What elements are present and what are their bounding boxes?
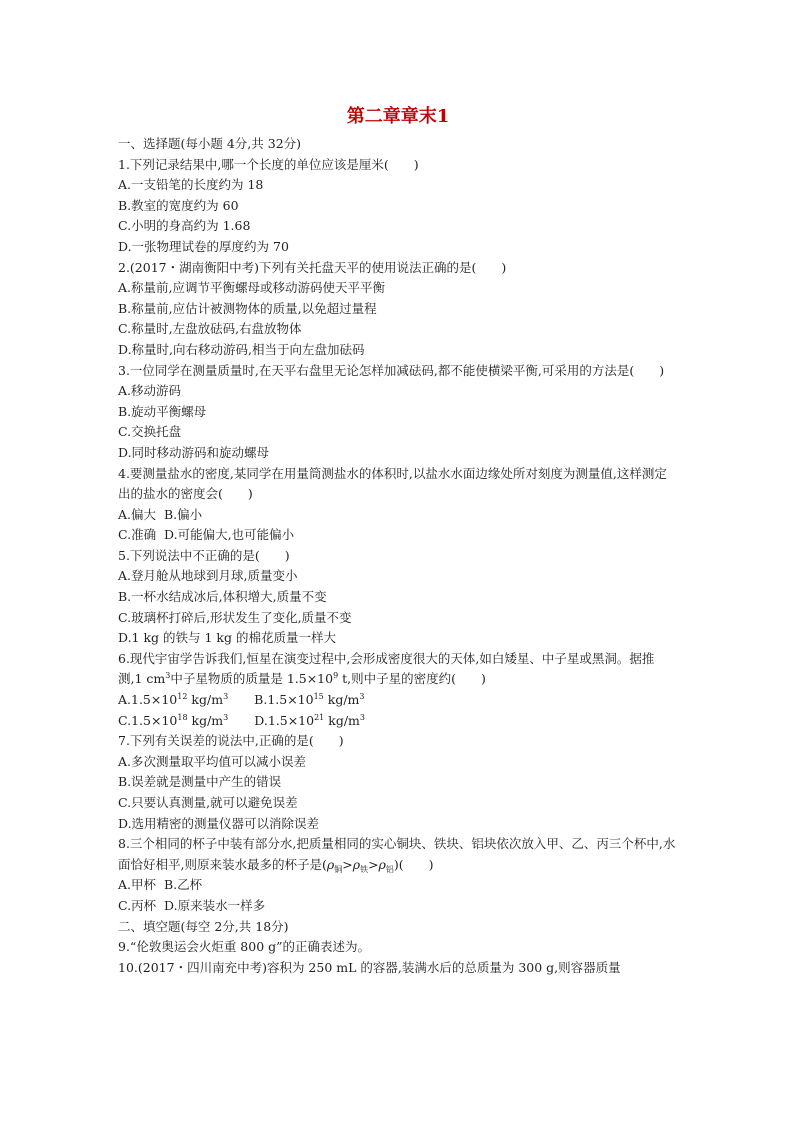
question-8-option-c: C.丙杯 [118, 897, 157, 913]
question-4-option-d: D.可能偏大,也可能偏小 [164, 527, 295, 543]
question-8-option-a: A.甲杯 [118, 877, 157, 893]
question-4-option-a: A.偏大 [118, 506, 157, 522]
question-2-option-c: C.称量时,左盘放砝码,右盘放物体 [118, 321, 302, 337]
question-8-option-b: B.乙杯 [163, 877, 203, 893]
rho-subscript: 铝 [385, 864, 394, 874]
question-6-stem [118, 649, 678, 690]
question-5-option-d: D.1 kg 的铁与 1 kg 的棉花质量一样大 [118, 630, 336, 646]
question-8-options-cd [118, 896, 678, 917]
section-heading-fill: 二、填空题(每空 2分,共 18分) [118, 918, 289, 934]
question-7-option-d: D.选用精密的测量仪器可以消除误差 [118, 815, 320, 831]
question-1-option-c: C.小明的身高约为 1.68 [118, 218, 251, 234]
question-4-stem: 4.要测量盐水的密度,某同学在用量筒测盐水的体积时,以盐水水面边缘处所对刻度为测量值,这样测定出的盐水的密度会( ) [118, 465, 667, 502]
question-4-options-ab [118, 505, 678, 526]
question-2-option-b: B.称量前,应估计被测物体的质量,以免超过量程 [118, 300, 377, 316]
question-5-stem: 5.下列说法中不正确的是( ) [118, 547, 290, 563]
greater-than: > [342, 856, 353, 872]
question-7-option-b: B.误差就是测量中产生的错误 [118, 774, 282, 790]
question-8-option-d: D.原来装水一样多 [164, 897, 266, 913]
question-3-option-a: A.移动游码 [118, 383, 182, 399]
question-4-option-c: C.准确 [118, 527, 157, 543]
question-6-stem-sup: 9 [333, 671, 339, 681]
question-9-stem: 9.“伦敦奥运会火炬重 800 g”的正确表述为。 [118, 939, 371, 955]
question-6-stem-part: 6.现代宇宙学告诉我们,恒星在演变过程中,会形成密度很大的天体,如白矮星、中子星或黑洞。据推测,1 cm [118, 650, 655, 687]
question-4-option-b: B.偏小 [163, 506, 203, 522]
question-3-stem: 3.一位同学在测量质量时,在天平右盘里无论怎样加减砝码,都不能使横梁平衡,可采用的方法是( ) [118, 362, 665, 378]
question-6-stem-sup: 3 [165, 671, 171, 681]
question-8-options-ab [118, 875, 678, 896]
question-6-option-d: $D.1.5\times 10^{21}$ $kg/m^3$ [254, 712, 365, 728]
page-title: 第二章章末1 [346, 106, 450, 127]
question-8-stem-part: 8.三个相同的杯子中装有部分水,把质量相同的实心铜块、铁块、铝块依次放入甲、乙、丙三个杯中,水面恰好相平,则原来装水最多的杯子是( [118, 836, 676, 872]
question-2-option-d: D.称量时,向右移动游码,相当于向左盘加砝码 [118, 341, 365, 357]
question-2-stem: 2.(2017・湖南衡阳中考)下列有关托盘天平的使用说法正确的是( ) [118, 259, 507, 275]
question-1-option-a: A.一支铅笔的长度约为 18 [118, 177, 264, 193]
question-5-option-a: A.登月舱从地球到月球,质量变小 [118, 568, 298, 584]
question-6-stem-part: 中子星物质的质量是 1.5×10 [170, 671, 334, 687]
question-7-option-a: A.多次测量取平均值可以减小误差 [118, 753, 307, 769]
question-6-options-cd [118, 711, 678, 732]
question-4-options-cd [118, 525, 678, 546]
question-6-options-ab [118, 690, 678, 711]
rho-symbol: ρ [378, 856, 386, 872]
question-6-option-b: $B.1.5\times 10^{15}$ $kg/m^3$ [254, 692, 365, 708]
question-3-option-c: C.交换托盘 [118, 424, 182, 440]
question-3-option-b: B.旋动平衡螺母 [118, 403, 207, 419]
rho-symbol: ρ [326, 856, 335, 872]
rho-subscript: 铜 [334, 864, 343, 874]
question-2-option-a: A.称量前,应调节平衡螺母或移动游码使天平平衡 [118, 280, 385, 296]
question-10-stem: 10.(2017・四川南充中考)容积为 250 mL 的容器,装满水后的总质量为 300 g,则容器质量 [118, 959, 621, 975]
question-8-stem-part: )( ) [393, 856, 434, 872]
question-5-option-b: B.一杯水结成冰后,体积增大,质量不变 [118, 589, 327, 605]
section-heading-choice: 一、选择题(每小题 4分,共 32分) [118, 136, 302, 151]
question-5-option-c: C.玻璃杯打碎后,形状发生了变化,质量不变 [118, 609, 352, 625]
question-6-option-c: $C.1.5\times 10^{18}$ $kg/m^3$ [118, 712, 229, 728]
question-3-option-d: D.同时移动游码和旋动螺母 [118, 444, 270, 460]
question-7-option-c: C.只要认真测量,就可以避免误差 [118, 795, 298, 810]
question-6-stem-part: t,则中子星的密度约( ) [338, 671, 486, 687]
question-6-option-a: $A.1.5\times 10^{12}$ $kg/m^3$ [118, 692, 229, 708]
document-page [118, 104, 678, 978]
question-8-stem [118, 834, 678, 875]
question-1-option-d: D.一张物理试卷的厚度约为 70 [118, 238, 289, 254]
question-1-stem: 1.下列记录结果中,哪一个长度的单位应该是厘米( ) [118, 156, 419, 172]
question-7-stem: 7.下列有关误差的说法中,正确的是( ) [118, 733, 344, 749]
question-1-option-b: B.教室的宽度约为 60 [118, 197, 239, 213]
greater-than: > [368, 856, 379, 872]
rho-symbol: ρ [352, 856, 361, 872]
rho-subscript: 铁 [360, 864, 369, 874]
